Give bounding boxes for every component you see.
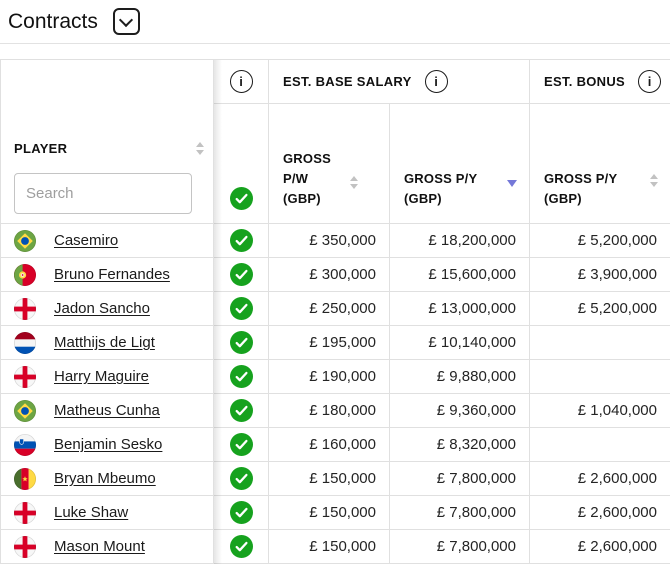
player-link[interactable]: Benjamin Sesko (54, 436, 163, 453)
gross-py-cell: £ 15,600,000 (390, 258, 530, 292)
bonus-py-cell: £ 1,040,000 (530, 394, 670, 428)
check-icon (230, 229, 253, 252)
gross-pw-cell: £ 150,000 (269, 496, 390, 530)
gross-py-cell: £ 8,320,000 (390, 428, 530, 462)
player-link[interactable]: Luke Shaw (54, 504, 129, 521)
verified-cell (214, 394, 269, 428)
player-cell (1, 462, 214, 496)
gross-pw-cell: £ 300,000 (269, 258, 390, 292)
bonus-py-header[interactable] (530, 104, 670, 224)
verified-cell (214, 258, 269, 292)
gross-py-label: GROSS P/Y (GBP) (404, 171, 478, 206)
check-icon (230, 467, 253, 490)
collapse-toggle-button[interactable] (113, 8, 140, 35)
sort-icon[interactable] (350, 176, 358, 189)
flag-icon (14, 298, 36, 320)
verified-cell (214, 292, 269, 326)
bonus-py-cell (530, 326, 670, 360)
gross-pw-cell: £ 195,000 (269, 326, 390, 360)
sort-icon[interactable] (650, 174, 658, 187)
verified-cell (214, 326, 269, 360)
bonus-py-cell (530, 428, 670, 462)
verified-cell (214, 224, 269, 258)
player-cell (1, 530, 214, 564)
gross-pw-label: GROSS P/W (GBP) (283, 151, 331, 206)
bonus-py-cell: £ 2,600,000 (530, 462, 670, 496)
player-link[interactable]: Bruno Fernandes (54, 266, 170, 283)
verified-cell (214, 530, 269, 564)
bonus-py-label: GROSS P/Y (GBP) (544, 171, 618, 206)
base-salary-label: EST. BASE SALARY (283, 73, 412, 89)
player-column-header (1, 60, 214, 224)
flag-icon (14, 230, 36, 252)
check-icon (230, 297, 253, 320)
gross-pw-cell: £ 250,000 (269, 292, 390, 326)
check-icon (230, 501, 253, 524)
player-link[interactable]: Bryan Mbeumo (54, 470, 156, 487)
bonus-py-cell: £ 3,900,000 (530, 258, 670, 292)
flag-icon (14, 400, 36, 422)
gross-pw-cell: £ 160,000 (269, 428, 390, 462)
player-cell (1, 258, 214, 292)
gross-py-cell: £ 7,800,000 (390, 462, 530, 496)
bonus-label: EST. BONUS (544, 73, 626, 89)
verified-cell (214, 462, 269, 496)
gross-pw-cell: £ 150,000 (269, 530, 390, 564)
bonus-py-cell (530, 360, 670, 394)
sort-desc-icon[interactable] (507, 180, 517, 187)
verified-cell (214, 496, 269, 530)
player-link[interactable]: Casemiro (54, 232, 119, 249)
sort-player-icon[interactable] (196, 142, 204, 155)
chevron-down-icon (119, 12, 133, 26)
bonus-py-cell: £ 2,600,000 (530, 496, 670, 530)
gross-pw-cell: £ 350,000 (269, 224, 390, 258)
bonus-py-cell: £ 5,200,000 (530, 224, 670, 258)
flag-icon (14, 366, 36, 388)
verified-cell (214, 428, 269, 462)
check-icon (230, 365, 253, 388)
bonus-py-cell: £ 2,600,000 (530, 530, 670, 564)
gross-py-cell: £ 7,800,000 (390, 496, 530, 530)
info-icon[interactable] (638, 70, 661, 93)
check-icon (230, 331, 253, 354)
player-cell (1, 326, 214, 360)
player-cell (1, 496, 214, 530)
gross-pw-cell: £ 150,000 (269, 462, 390, 496)
player-cell (1, 394, 214, 428)
info-icon[interactable] (230, 70, 253, 93)
player-cell (1, 360, 214, 394)
flag-icon (14, 434, 36, 456)
player-cell (1, 292, 214, 326)
gross-py-cell: £ 7,800,000 (390, 530, 530, 564)
gross-pw-header[interactable] (269, 104, 390, 224)
check-icon (230, 433, 253, 456)
base-salary-group-header (269, 60, 530, 104)
gross-py-cell: £ 9,360,000 (390, 394, 530, 428)
flag-icon (14, 468, 36, 490)
check-icon (230, 263, 253, 286)
player-header-label: PLAYER (14, 141, 68, 156)
gross-pw-cell: £ 180,000 (269, 394, 390, 428)
gross-py-cell: £ 18,200,000 (390, 224, 530, 258)
gross-pw-cell: £ 190,000 (269, 360, 390, 394)
flag-icon (14, 332, 36, 354)
player-cell (1, 224, 214, 258)
verified-header-cell (214, 104, 269, 224)
check-icon (230, 535, 253, 558)
player-link[interactable]: Matthijs de Ligt (54, 334, 155, 351)
player-link[interactable]: Mason Mount (54, 538, 145, 555)
info-icon[interactable] (425, 70, 448, 93)
page-header (0, 0, 670, 44)
flag-icon (14, 536, 36, 558)
check-icon (230, 399, 253, 422)
player-link[interactable]: Jadon Sancho (54, 300, 150, 317)
bonus-py-cell: £ 5,200,000 (530, 292, 670, 326)
verified-check-icon (230, 187, 253, 210)
verified-cell (214, 360, 269, 394)
player-link[interactable]: Harry Maguire (54, 368, 150, 385)
gross-py-cell: £ 13,000,000 (390, 292, 530, 326)
gross-py-cell: £ 10,140,000 (390, 326, 530, 360)
gross-py-header[interactable] (390, 104, 530, 224)
gross-py-cell: £ 9,880,000 (390, 360, 530, 394)
contracts-table (0, 59, 670, 564)
page-title: Contracts (8, 9, 98, 33)
bonus-group-header (530, 60, 670, 104)
player-cell (1, 428, 214, 462)
player-search-input[interactable] (14, 173, 192, 214)
verified-column-header (214, 60, 269, 104)
flag-icon (14, 502, 36, 524)
player-link[interactable]: Matheus Cunha (54, 402, 160, 419)
flag-icon (14, 264, 36, 286)
